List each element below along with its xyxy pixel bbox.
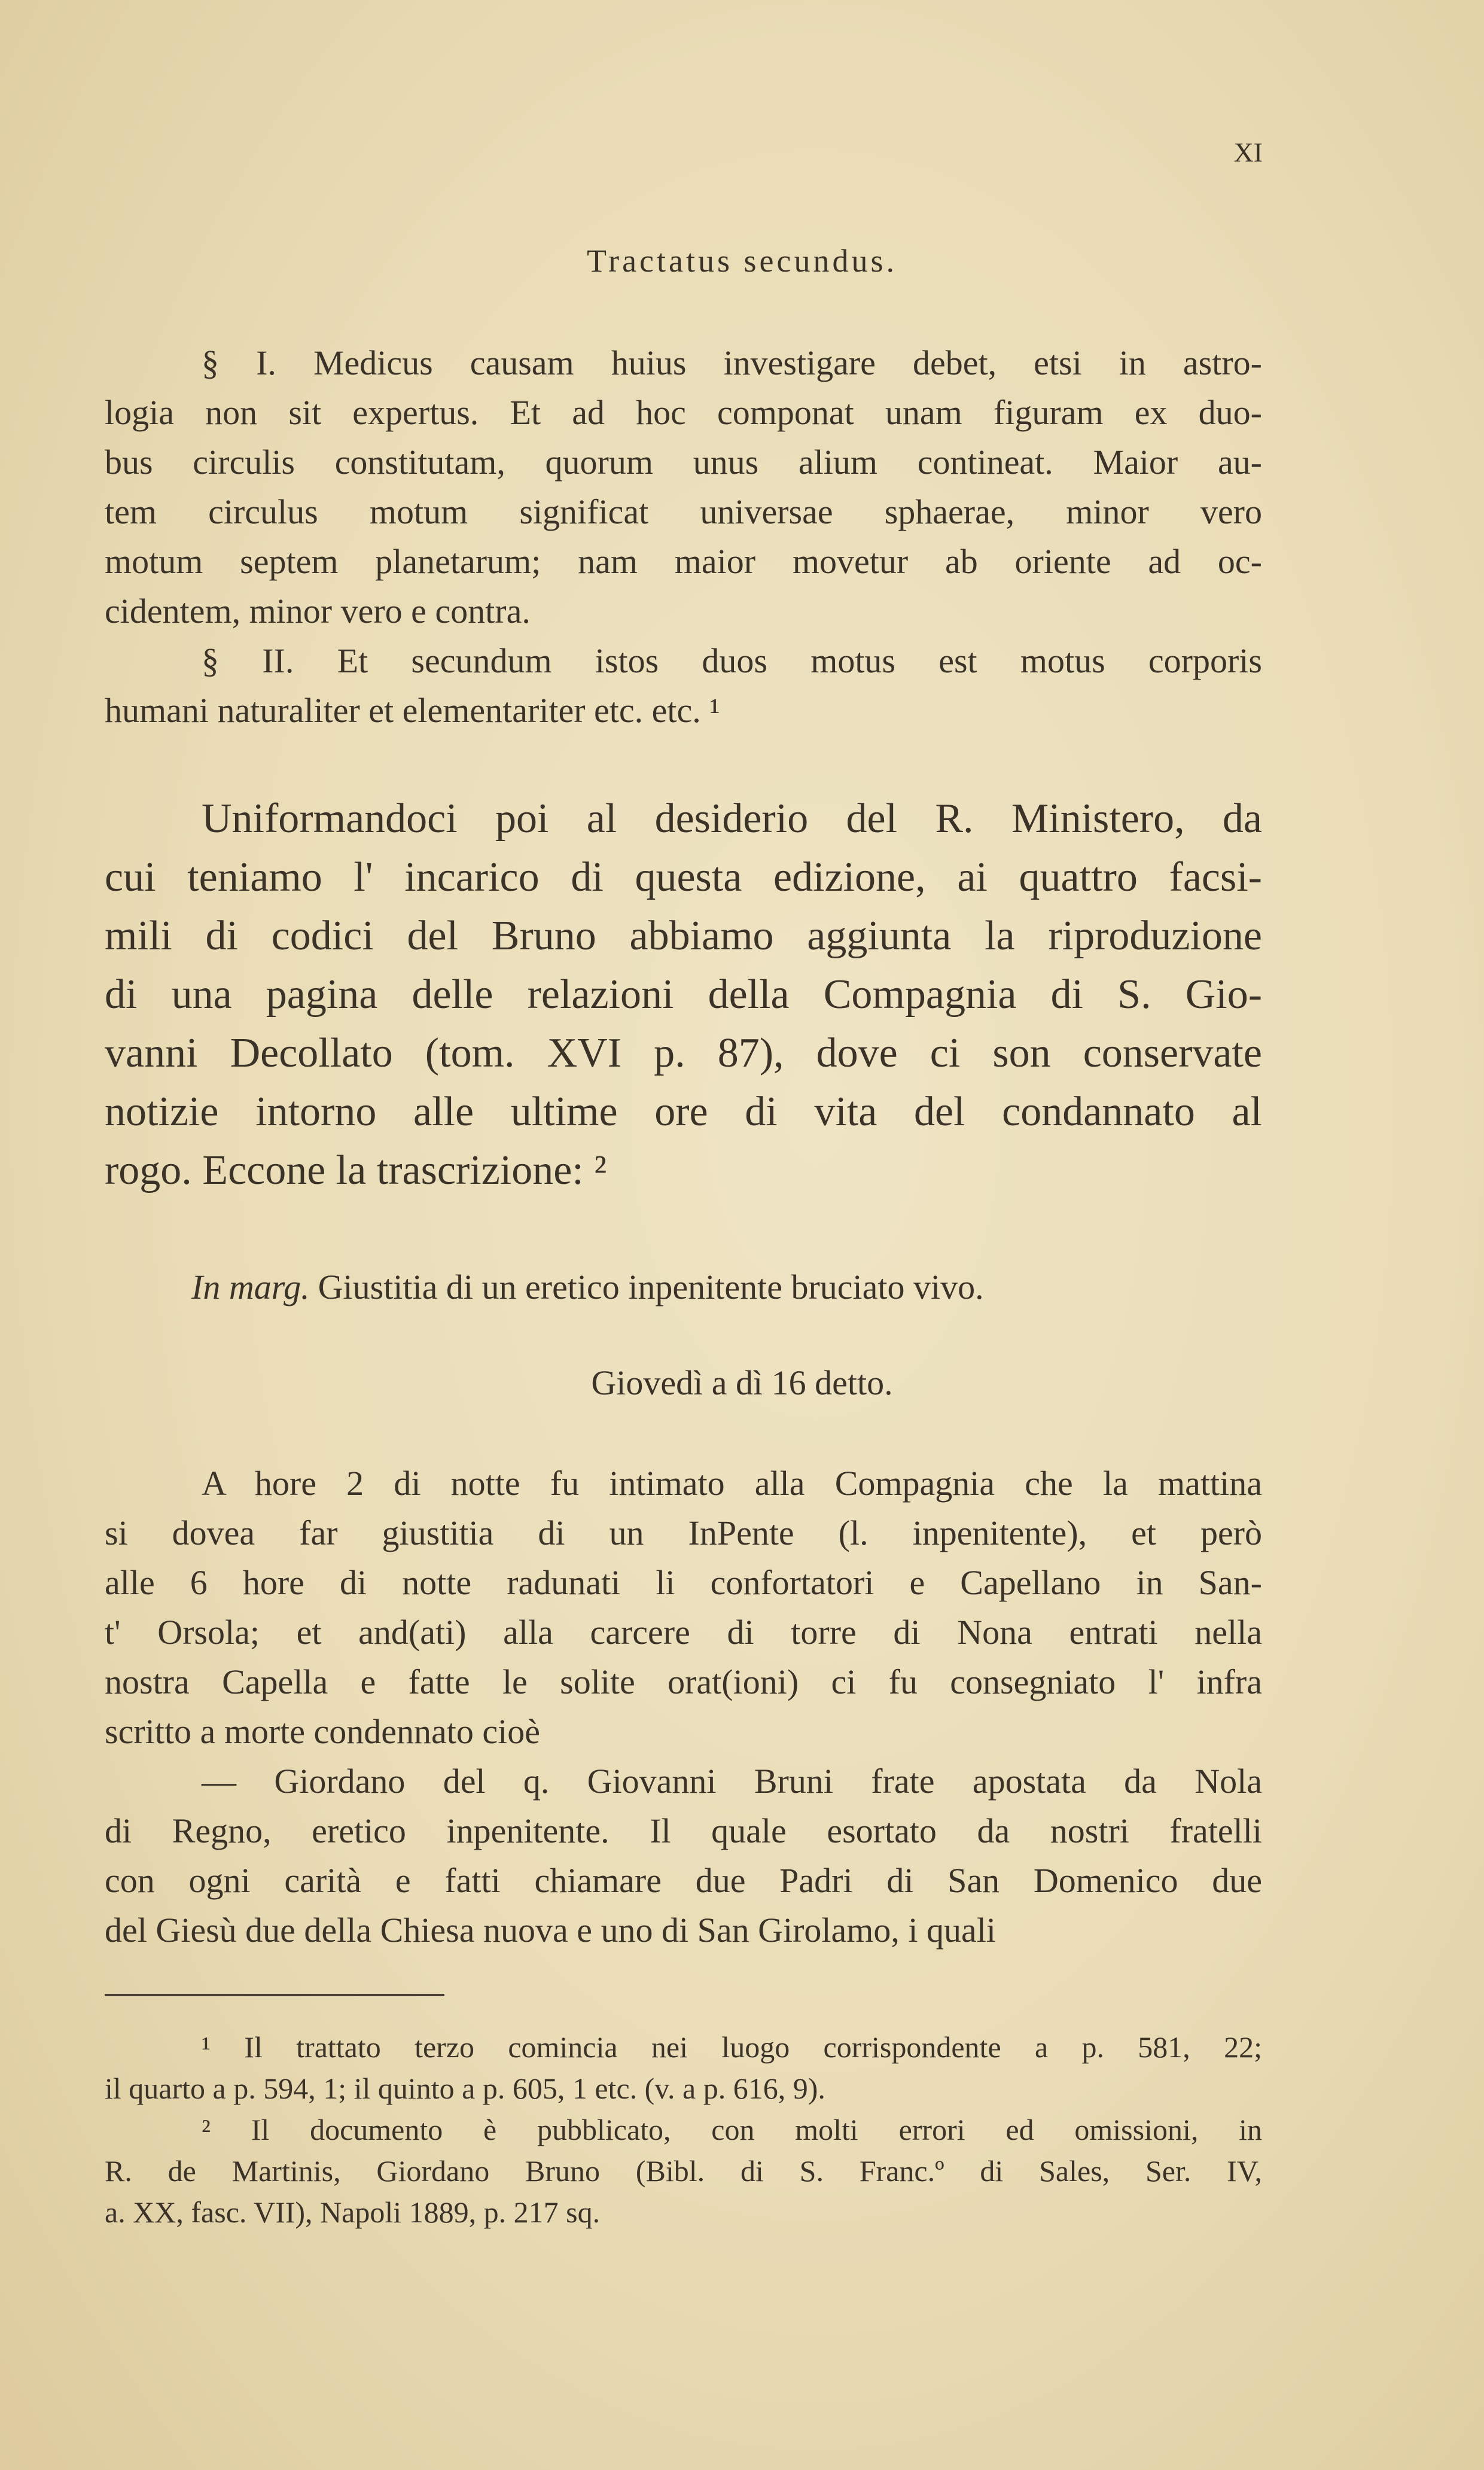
text-line: motum septem planetarum; nam maior movetur ab oriente ad oc-	[105, 542, 1262, 581]
text-line: ¹ Il trattato terzo comincia nei luogo corrispondente a p. 581, 22;	[202, 2030, 1262, 2064]
text-line: ² Il documento è pubblicato, con molti errori ed omissioni, in	[202, 2113, 1262, 2146]
text-line: notizie intorno alle ultime ore di vita del condannato al	[105, 1089, 1262, 1135]
footnotes	[105, 2027, 1262, 2233]
text-line: Uniformandoci poi al desiderio del R. Ministero, da	[202, 796, 1262, 842]
date-heading: Giovedì a dì 16 detto.	[591, 1363, 893, 1402]
text-line: il quarto a p. 594, 1; il quinto a p. 605, 1 etc. (v. a p. 616, 9).	[105, 2072, 825, 2105]
text-line: § I. Medicus causam huius investigare debet, etsi in astro-	[202, 343, 1262, 382]
text-line: mili di codici del Bruno abbiamo aggiunta la riproduzione	[105, 913, 1262, 959]
text-line: alle 6 hore di notte radunati li confortatori e Capellano in San-	[105, 1563, 1262, 1602]
text-line: cui teniamo l' incarico di questa edizione, ai quattro facsi-	[105, 854, 1262, 900]
text-line: A hore 2 di notte fu intimato alla Compagnia che la mattina	[202, 1464, 1262, 1503]
text-line: cidentem, minor vero e contra.	[105, 592, 531, 631]
text-line: § II. Et secundum istos duos motus est motus corporis	[202, 641, 1262, 680]
text-line: t' Orsola; et and(ati) alla carcere di torre di Nona entrati nella	[105, 1613, 1262, 1652]
marginal-note	[191, 1267, 984, 1307]
marginal-note-text: Giustitia di un eretico inpenitente bruciato vivo.	[318, 1268, 984, 1306]
footnote-rule	[105, 1994, 444, 1996]
marginal-note-label: In marg.	[191, 1268, 310, 1306]
text-line: vanni Decollato (tom. XVI p. 87), dove ci son conservate	[105, 1030, 1262, 1076]
text-line: a. XX, fasc. VII), Napoli 1889, p. 217 sq.	[105, 2195, 601, 2229]
text-line: rogo. Eccone la trascrizione: ²	[105, 1147, 607, 1193]
text-line: bus circulis constitutam, quorum unus alium contineat. Maior au-	[105, 443, 1262, 482]
text-line: humani naturaliter et elementariter etc. etc. ¹	[105, 691, 720, 730]
text-line: R. de Martinis, Giordano Bruno (Bibl. di S. Franc.º di Sales, Ser. IV,	[105, 2154, 1262, 2188]
text-line: si dovea far giustitia di un InPente (l. inpenitente), et però	[105, 1513, 1262, 1552]
text-line: tem circulus motum significat universae sphaerae, minor vero	[105, 492, 1262, 531]
text-line: con ogni carità e fatti chiamare due Padri di San Domenico due	[105, 1861, 1262, 1900]
text-line: di una pagina delle relazioni della Compagnia di S. Gio-	[105, 971, 1262, 1018]
text-line: — Giordano del q. Giovanni Bruni frate apostata da Nola	[202, 1762, 1262, 1801]
text-line: del Giesù due della Chiesa nuova e uno di San Girolamo, i quali	[105, 1911, 996, 1950]
text-line: logia non sit expertus. Et ad hoc componat unam figuram ex duo-	[105, 393, 1262, 432]
text-line: scritto a morte condennato cioè	[105, 1712, 540, 1751]
italian-text	[105, 790, 1262, 1200]
text-line: nostra Capella e fatte le solite orat(ioni) ci fu consegniato l' infra	[105, 1662, 1262, 1701]
section-title: Tractatus secundus.	[587, 243, 897, 279]
text-line: di Regno, eretico inpenitente. Il quale esortato da nostri fratelli	[105, 1811, 1262, 1850]
latin-text	[105, 338, 1262, 735]
document-transcription	[105, 1458, 1262, 1955]
page-number: XI	[1233, 137, 1263, 167]
